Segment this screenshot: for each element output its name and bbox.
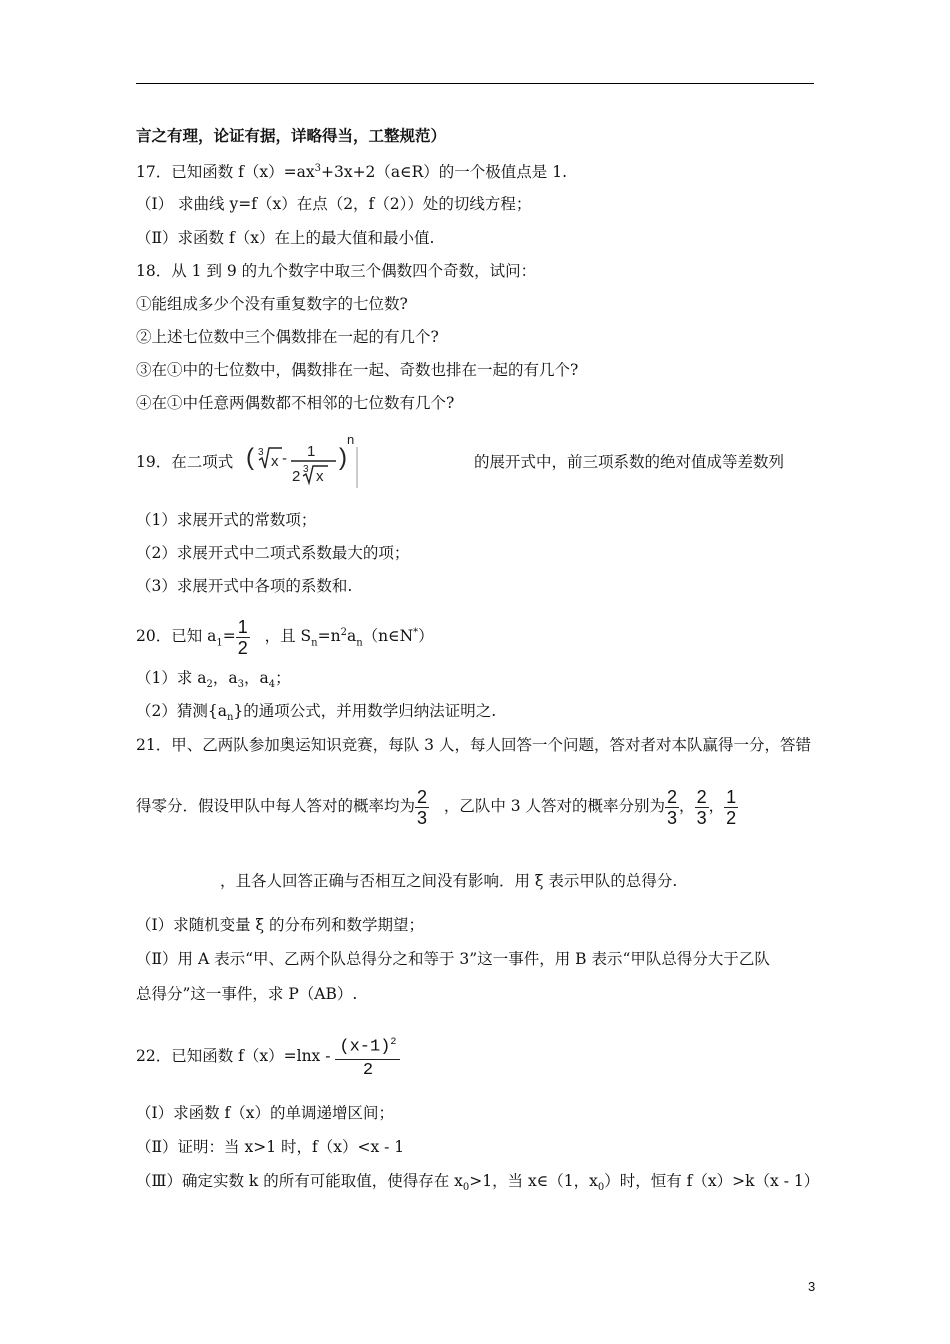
q21-part2-cont: 总得分”这一事件，求 P（AB）. bbox=[136, 985, 358, 1003]
q21-part2: （Ⅱ）用 A 表示“甲、乙两个队总得分之和等于 3”这一事件，用 B 表示“甲队总得分大于乙队 bbox=[136, 950, 770, 968]
q19-part1: （1）求展开式的常数项； bbox=[136, 511, 317, 529]
q22-stem: 22．已知函数 f（x）=lnx - $\frac{(x-1)^2}{2}$ bbox=[136, 1030, 400, 1082]
q19-binomial-expression bbox=[244, 430, 364, 490]
q21-line2: 得零分．假设甲队中每人答对的概率均为 $\frac{2}{3}$ ，乙队中 3 人答对的概率分别为 $\frac{2}{3}$ ， $\frac{2}{3}$ ， $\frac{1}{2}$ bbox=[136, 786, 737, 828]
svg-text:n: n bbox=[347, 432, 355, 447]
q22-part3: （Ⅲ）确定实数 k 的所有可能取值，使得存在 $x_0>1$，当 x∈（1，$x_0$）时，恒有 f（x）>k（x - 1） bbox=[136, 1172, 820, 1194]
q19-stem-left: 19．在二项式 bbox=[136, 453, 234, 471]
q17-stem: 17．已知函数 $f(x)=ax^3+3x+2(a\in R)$的一个极值点是 1. bbox=[136, 163, 568, 182]
q21-line3: ，且各人回答正确与否相互之间没有影响．用 ξ 表示甲队的总得分. bbox=[220, 872, 678, 890]
header-rule bbox=[136, 83, 814, 84]
svg-text:x: x bbox=[271, 453, 279, 470]
q21-stem: 21．甲、乙两队参加奥运知识竞赛，每队 3 人，每人回答一个问题，答对者对本队赢得一分，答错 bbox=[136, 736, 811, 754]
q17-part2: （Ⅱ）求函数 f（x）在上的最大值和最小值. bbox=[136, 229, 435, 247]
q20-stem: 20．已知 $a_1=$ $\frac{1}{2}$ ，且 $S_n=n^2a_n(n\in N^*)$ bbox=[136, 616, 434, 658]
q20-part1: （1）求 $a_2$，$a_3$，$a_4$； bbox=[136, 669, 291, 691]
q21-frac-yi-1: $\frac{2}{3}$ bbox=[667, 786, 678, 828]
q18-part1: ①能组成多少个没有重复数字的七位数? bbox=[136, 295, 408, 313]
page-number: 3 bbox=[808, 1279, 816, 1294]
q20-part2: （2）猜测$\{a_n\}$的通项公式，并用数学归纳法证明之. bbox=[136, 702, 497, 724]
svg-text:3: 3 bbox=[303, 464, 309, 475]
q17-part1: （Ⅰ） 求曲线 y=f（x）在点（2，f（2））处的切线方程； bbox=[136, 195, 532, 213]
q21-frac-jia: $\frac{2}{3}$ bbox=[417, 786, 428, 828]
q19-part3: （3）求展开式中各项的系数和. bbox=[136, 577, 353, 595]
q19-part2: （2）求展开式中二项式系数最大的项； bbox=[136, 544, 410, 562]
q22-fraction: $\frac{(x-1)^2}{2}$ bbox=[335, 1032, 400, 1082]
svg-text:x: x bbox=[316, 468, 324, 485]
svg-text:1: 1 bbox=[307, 443, 316, 460]
svg-text:): ) bbox=[339, 444, 347, 471]
svg-text:-: - bbox=[282, 450, 287, 467]
svg-text:3: 3 bbox=[258, 447, 264, 458]
q22-part1: （Ⅰ）求函数 f（x）的单调递增区间； bbox=[136, 1104, 395, 1122]
header-line: 言之有理，论证有据，详略得当，工整规范） bbox=[136, 126, 447, 145]
svg-text:2: 2 bbox=[292, 468, 301, 485]
q20-fraction: $\frac{1}{2}$ bbox=[237, 616, 248, 658]
q18-part3: ③在①中的七位数中，偶数排在一起、奇数也排在一起的有几个? bbox=[136, 361, 579, 379]
q19-stem-right: 的展开式中，前三项系数的绝对值成等差数列 bbox=[474, 453, 785, 471]
q18-part2: ②上述七位数中三个偶数排在一起的有几个? bbox=[136, 328, 439, 346]
q21-frac-yi-2: $\frac{2}{3}$ bbox=[696, 786, 707, 828]
q18-part4: ④在①中任意两偶数都不相邻的七位数有几个? bbox=[136, 394, 455, 412]
q18-stem: 18．从 1 到 9 的九个数字中取三个偶数四个奇数，试问： bbox=[136, 262, 537, 280]
svg-text:(: ( bbox=[246, 444, 254, 471]
q21-part1: （Ⅰ）求随机变量 ξ 的分布列和数学期望； bbox=[136, 916, 425, 934]
q21-frac-yi-3: $\frac{1}{2}$ bbox=[726, 786, 737, 828]
q22-part2: （Ⅱ）证明：当 x>1 时，f（x）<x - 1 bbox=[136, 1138, 405, 1156]
